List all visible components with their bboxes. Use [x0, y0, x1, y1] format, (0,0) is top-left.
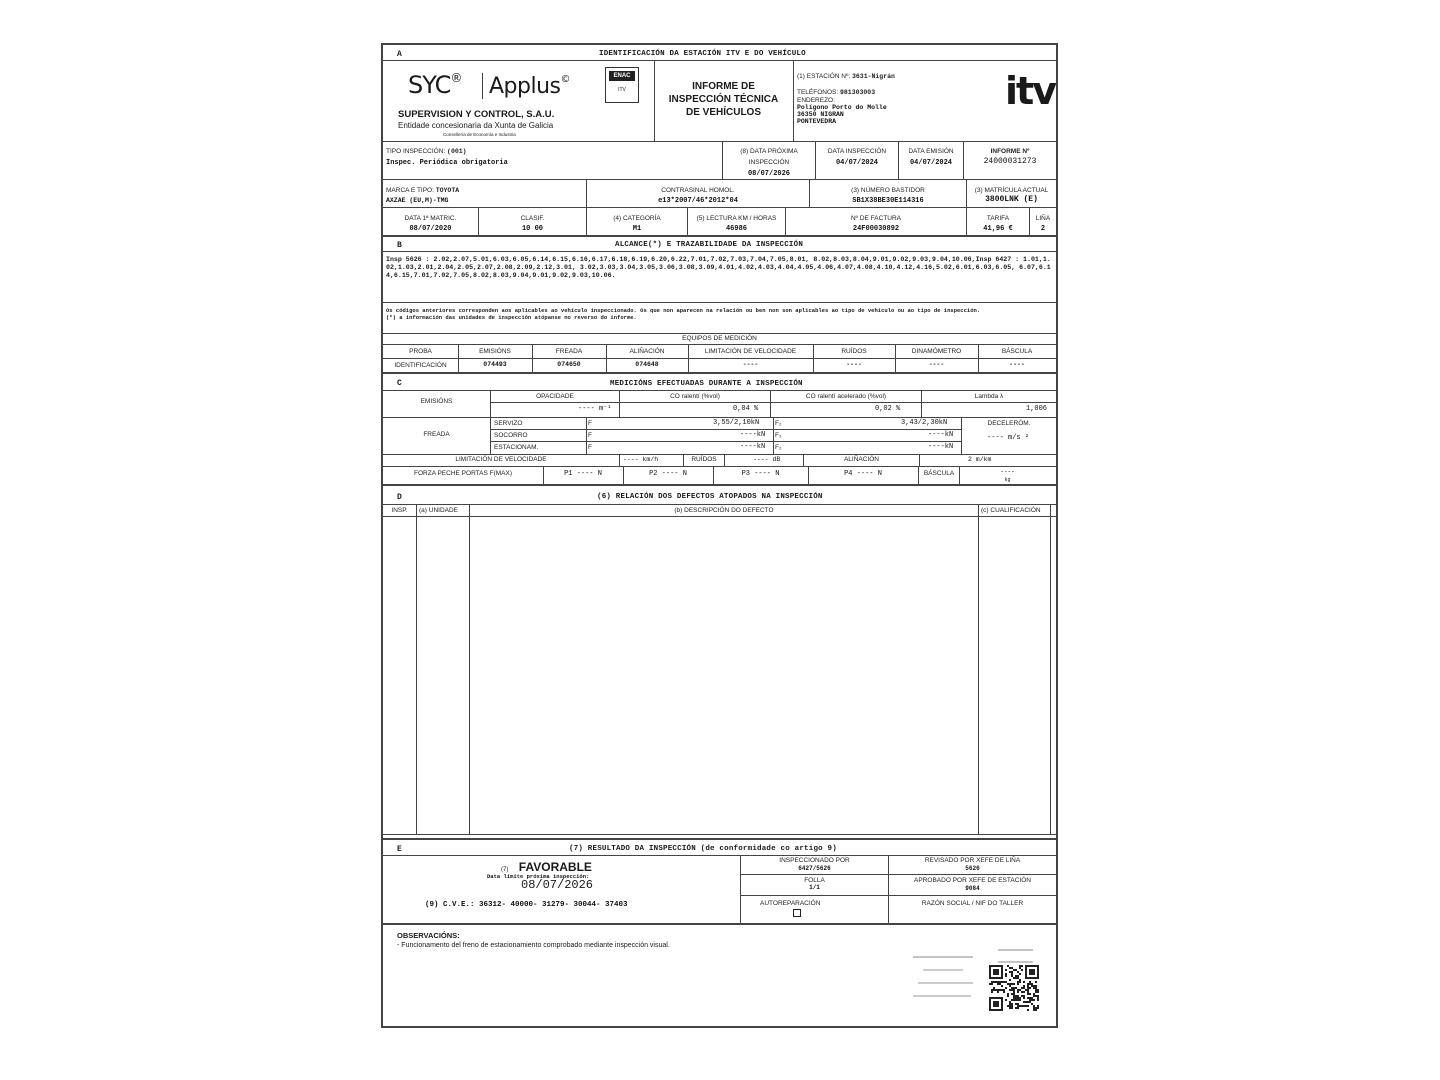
- result-value: FAVORABLE: [518, 860, 592, 874]
- parking-f1-value: ----kN: [740, 443, 766, 451]
- co-idle-value: 0,04 %: [733, 405, 759, 413]
- result-block: (7) FAVORABLE: [501, 860, 592, 874]
- cve-code: (9) C.V.E.: 36312- 40000- 31279- 30044- 37403: [425, 901, 628, 909]
- alignment-value: 2 m/km: [968, 456, 992, 463]
- self-repair-label: AUTOREPARACIÓN: [760, 900, 821, 907]
- door-force-label: FORZA PECHE PORTAS F(MAX): [414, 470, 512, 477]
- odometer-label: (5) LECTURA KM / HORAS: [696, 215, 777, 222]
- section-d-title: (6) RELACIÓN DOS DEFECTOS ATOPADOS NA INSPECCIÓN: [597, 493, 823, 501]
- make-label: MARCA E TIPO: TOYOTA: [386, 187, 460, 194]
- emergency-brake-label: SOCORRO: [494, 432, 528, 439]
- homologation-label: CONTRASINAL HOMOL.: [661, 187, 735, 194]
- door-p3-value: P3 ---- N: [741, 470, 780, 478]
- equipment-header: BÁSCULA: [1001, 348, 1033, 355]
- report-number-value: 24000031273: [983, 157, 1037, 166]
- self-repair-checkbox[interactable]: [793, 909, 801, 917]
- parking-brake-label: ESTACIONAM.: [494, 444, 539, 451]
- section-e-letter: E: [397, 845, 402, 854]
- co-fast-idle-value: 0,02 %: [875, 405, 901, 413]
- service-f1-value: 3,55/2,10kN: [713, 419, 760, 427]
- service-brake-label: SERVIZO: [494, 420, 523, 427]
- equipment-id-value: 074493: [483, 361, 507, 368]
- defects-col-unit: (a) UNIDADE: [419, 507, 459, 514]
- section-a-letter: A: [397, 50, 402, 59]
- emergency-f1-label: F: [588, 432, 592, 439]
- inspected-by-value: 6427/5626: [798, 865, 831, 872]
- workshop-label: RAZÓN SOCIAL / NIF DO TALLER: [921, 900, 1024, 907]
- qr-code: [989, 965, 1039, 1011]
- section-d-letter: D: [397, 493, 402, 502]
- enac-badge: ENAC ITV: [605, 67, 639, 103]
- section-b-letter: B: [397, 241, 402, 250]
- service-f2-value: 3,43/2,30kN: [901, 419, 948, 427]
- first-registration-value: 08/07/2020: [409, 225, 452, 233]
- emission-date-label: DATA EMISIÓN: [908, 148, 954, 155]
- equipment-header: RUÍDOS: [841, 348, 867, 355]
- odometer-value: 46986: [725, 225, 747, 233]
- deadline-value: 08/07/2026: [521, 878, 594, 892]
- lambda-value: 1,006: [1026, 405, 1048, 413]
- section-b-title: ALCANCE(*) E TRAZABILIDADE DA INSPECCIÓN: [615, 241, 804, 249]
- parking-f2-label: F₂: [775, 444, 782, 451]
- class-value: 10 00: [521, 225, 543, 233]
- equipment-id-value: ----: [928, 361, 945, 368]
- vin-label: (3) NÚMERO BASTIDOR: [851, 187, 925, 194]
- speed-limit-label: LIMITACIÓN DE VELOCIDADE: [455, 456, 547, 463]
- section-c-title: MEDICIÓNS EFECTUADAS DURANTE A INSPECCIÓN: [610, 380, 803, 388]
- company-subtitle: Entidade concesionaria da Xunta de Galicia: [398, 121, 554, 130]
- alignment-label: ALIÑACIÓN: [843, 456, 880, 463]
- sheet-label: FOLLA: [804, 877, 825, 884]
- opacity-label: OPACIDADE: [536, 393, 574, 400]
- equipment-header: EMISIÓNS: [479, 348, 511, 355]
- section-c-letter: C: [397, 379, 402, 388]
- equipment-title: EQUIPOS DE MEDICIÓN: [682, 335, 757, 342]
- defects-col-insp: INSP.: [391, 507, 408, 514]
- door-p4-value: P4 ---- N: [844, 470, 882, 478]
- section-e-title: (7) RESULTADO DA INSPECCIÓN (de conformidade co artigo 9): [569, 845, 837, 853]
- section-a-title: IDENTIFICACIÓN DA ESTACIÓN ITV E DO VEHÍCULO: [599, 50, 806, 58]
- model-value: AXZAE (EU,M)-TMG: [386, 197, 449, 204]
- opacity-value: ---- m⁻¹: [578, 405, 612, 413]
- line-label: LIÑA: [1035, 215, 1051, 222]
- equipment-header: LIMITACIÓN DE VELOCIDADE: [704, 348, 797, 355]
- inspection-date-label: DATA INSPECCIÓN: [827, 148, 887, 155]
- phone-label: TELÉFONOS: 981303003: [797, 89, 876, 96]
- first-registration-label: DATA 1ª MATRIC.: [404, 215, 457, 222]
- itv-logo: itv: [1005, 69, 1055, 113]
- category-value: M1: [632, 225, 642, 233]
- address-label: ENDEREZO:: [797, 97, 835, 104]
- fee-value: 41,96 €: [983, 225, 1013, 233]
- brake-label: FREADA: [423, 431, 450, 438]
- door-p1-value: P1 ---- N: [564, 470, 602, 478]
- equipment-id-value: ----: [846, 361, 862, 368]
- equipment-header: ALIÑACIÓN: [629, 348, 665, 355]
- category-label: (4) CATEGORÍA: [613, 215, 661, 222]
- service-f2-label: F₂: [775, 420, 782, 427]
- next-inspection-label: (8) DATA PRÓXIMA INSPECCIÓN: [740, 148, 798, 166]
- next-inspection-date: 08/07/2026: [747, 170, 790, 178]
- reviewed-by-value: 5626: [965, 865, 980, 872]
- homologation-value: e13*2007/46*2012*04: [658, 197, 738, 205]
- report-title: INFORME DE INSPECCIÓN TÉCNICA DE VEHÍCULOS: [668, 81, 779, 118]
- fee-label: TARIFA: [986, 215, 1010, 222]
- emergency-f1-value: ----kN: [740, 431, 766, 439]
- inspection-type-value: Inspec. Periódica obrigatoria: [386, 159, 508, 167]
- report-number-label: INFORME Nº: [990, 148, 1030, 155]
- sheet-value: 1/1: [809, 884, 820, 891]
- emergency-f2-label: F₂: [775, 432, 782, 439]
- defects-col-description: (b) DESCRIPCIÓN DO DEFECTO: [674, 507, 774, 514]
- speed-limit-value: ---- km/h: [623, 456, 659, 463]
- reviewed-by-label: REVISADO POR XEFE DE LIÑA: [924, 857, 1021, 864]
- equipment-id-value: ----: [742, 361, 759, 368]
- company-name: SUPERVISION Y CONTROL, S.A.U.: [398, 109, 555, 120]
- decelerometer-label: DECELERÓM.: [987, 420, 1031, 427]
- inspected-by-label: INSPECCIONADO POR: [779, 857, 850, 864]
- company-small-text: Consellería de Economía e Industria: [443, 132, 516, 137]
- inspection-date-value: 04/07/2024: [835, 159, 878, 167]
- noise-value: ---- dB: [753, 456, 781, 463]
- equipment-header: DINAMÓMETRO: [911, 348, 962, 355]
- station-label: (1) ESTACIÓN Nº: 3631-Nigrán: [797, 73, 895, 80]
- line-value: 2: [1040, 225, 1046, 233]
- address-value: Polígono Porto do Molle 36350 NIGRAN PONTEVEDRA: [797, 104, 887, 125]
- inspection-scope-codes: Insp 5626 : 2.02,2.07,5.01,6.03,6.05,6.14,6.15,6.16,6.17,6.18,6.19,6.20,6.22,7.01,7.02,7.03,7.04,7.05,8.01, 8.02,8.03,8.04,9.01,9.02,9.03,9.04,10.06,Insp 6427 : 1.01,1.02,1.03,2.01,2.04,2.05,2.07,2.08,2.09,2.12,3.01, 3.02,3.03,3.04,3.05,3.06,3.08,3.09,4.01,4.02,4.03,4.04,4.05,4.06,4.07,4.08,4.10,4.12,4.16,5.02,6.01,6.03,6.05, 6.07,6.14,6.15,7.01,7.02,7.05,8.02,8.03,9.04,9.01,9.02,9.03,10.06.: [386, 256, 1051, 279]
- emissions-label: EMISIÓNS: [420, 398, 453, 405]
- approved-by-label: APROBADO POR XEFE DE ESTACIÓN: [914, 877, 1031, 884]
- emergency-f2-value: ----kN: [928, 431, 954, 439]
- invoice-label: Nº DE FACTURA: [850, 215, 902, 222]
- co-fast-idle-label: CO ralentí acelerado (%vol): [805, 393, 887, 400]
- applus-logo: Applus©: [489, 74, 570, 99]
- equipment-id-value: ----: [1009, 361, 1025, 368]
- observations-label: OBSERVACIÓNS:: [397, 931, 460, 940]
- lambda-label: Lambda λ: [974, 393, 1004, 400]
- invoice-value: 24F00030892: [852, 225, 900, 233]
- scale-value: ---- kg: [1000, 468, 1015, 483]
- co-idle-label: CO ralentí (%vol): [670, 393, 720, 400]
- parking-f2-value: ----kN: [928, 443, 954, 451]
- vin-value: SB1X38BE30E114316: [852, 197, 924, 205]
- inspection-type-label: TIPO INSPECCIÓN: (001): [386, 148, 467, 155]
- noise-label: RUÍDOS: [691, 456, 717, 463]
- plate-value: 3800LNK (E): [985, 195, 1038, 204]
- emission-date-value: 04/07/2024: [909, 159, 952, 167]
- equipment-row-label: IDENTIFICACIÓN: [394, 362, 447, 369]
- inspection-report-sheet: [381, 43, 1058, 1028]
- equipment-id-value: 074648: [635, 361, 659, 368]
- syc-logo: SYC®: [408, 71, 462, 99]
- parking-f1-label: F: [588, 444, 592, 451]
- approved-by-value: 9084: [965, 885, 980, 892]
- equipment-header: PROBA: [409, 348, 432, 355]
- equipment-header: FREADA: [555, 348, 583, 355]
- door-p2-value: P2 ---- N: [649, 470, 687, 478]
- observations-text: - Funcionamento del freno de estacionamiento comprobado mediante inspección visual.: [397, 942, 670, 949]
- equipment-id-value: 074650: [557, 361, 581, 368]
- decelerometer-value: ---- m/s ²: [987, 434, 1030, 442]
- defects-col-qualification: (c) CUALIFICACIÓN: [981, 507, 1041, 514]
- class-label: CLASIF.: [520, 215, 545, 222]
- plate-label: (3) MATRÍCULA ACTUAL: [974, 187, 1049, 194]
- deadline-label: Data límite próxima inspección:: [487, 873, 590, 880]
- service-f1-label: F: [588, 420, 592, 427]
- scope-note: Os códigos anteriores corresponden aos aplicables ao vehículo inspeccionado. Os que non aparecen na relación ou ben non son aplicables ao tipo de vehículo ou ao tipo de inspección. (*) a información das unidades de inspección atópanse no reverso do informe.: [386, 307, 981, 321]
- scale-label: BÁSCULA: [923, 470, 955, 477]
